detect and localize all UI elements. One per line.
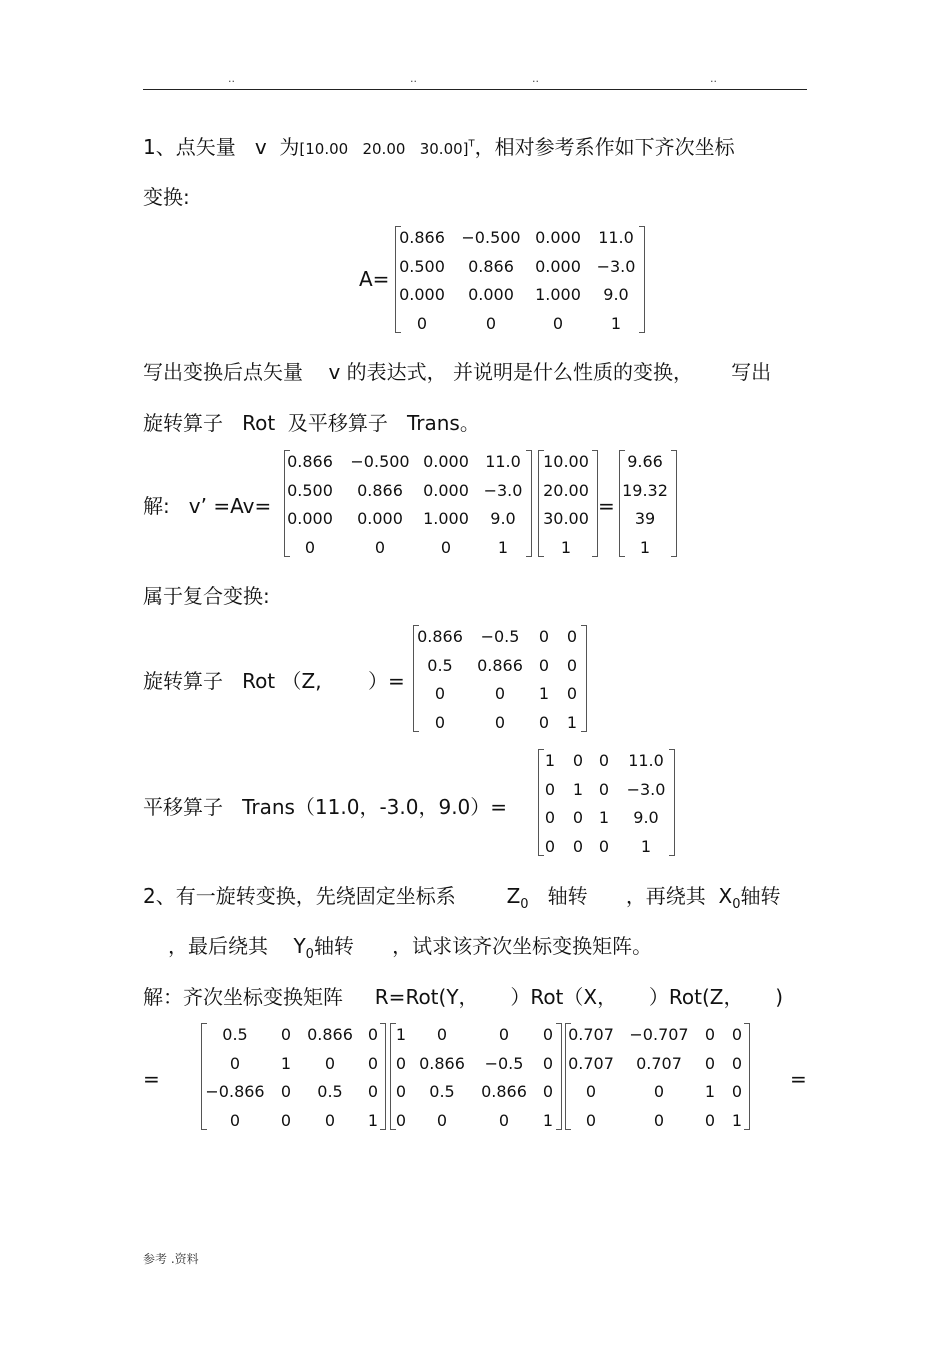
p2-axis-z: Z xyxy=(506,884,521,908)
matrix-cell: 0 xyxy=(585,1111,597,1131)
header-dot-3: .. xyxy=(532,72,539,85)
matrix-cell: 0 xyxy=(598,751,610,770)
matrix-cell: 1 xyxy=(544,751,556,770)
matrix-cell: 0 xyxy=(566,684,578,704)
matrix-cell: 11.0 xyxy=(598,228,634,247)
matrix-cell: 0 xyxy=(552,314,564,334)
p1-line4 xyxy=(143,407,480,436)
matrix-cell: 0 xyxy=(395,1082,407,1102)
p2-z-sub: 0 xyxy=(520,897,529,912)
matrix-sol-A xyxy=(284,450,532,557)
p2-equals-end: = xyxy=(790,1067,807,1091)
p1-line3 xyxy=(143,356,771,385)
header-dot-4: .. xyxy=(710,72,717,85)
bracket-right xyxy=(526,450,532,557)
footer-text: 参考 .资料 xyxy=(143,1252,199,1266)
matrix-cell: 0 xyxy=(572,808,584,828)
matrix-cell: 0 xyxy=(498,1025,510,1044)
matrix-cell: 0.866 xyxy=(399,228,445,247)
matrix-cell: 0.500 xyxy=(399,256,445,276)
p1-line3-v: v xyxy=(328,360,341,384)
matrix-cell: 0 xyxy=(538,627,550,646)
matrix-cell: 0 xyxy=(731,1025,743,1044)
matrix-cell: 0 xyxy=(324,1053,336,1073)
matrix-cell: 10.00 xyxy=(543,452,589,471)
matrix-cell: 0 xyxy=(485,314,497,334)
p2-line1-c: ，再绕其 xyxy=(625,884,706,908)
p2-y-sub: 0 xyxy=(305,947,314,962)
matrix-cell: 1 xyxy=(704,1082,716,1102)
matrix-cell: 0.000 xyxy=(287,509,333,529)
matrix-cell: 0 xyxy=(572,751,584,770)
matrix-cell: 0.866 xyxy=(357,480,403,500)
header-dot-2: .. xyxy=(410,72,417,85)
matrix-cell: 1 xyxy=(280,1053,292,1073)
matrix-cell: 39 xyxy=(634,509,656,529)
p1-composite: 属于复合变换: xyxy=(143,584,270,608)
vector-result xyxy=(619,450,677,557)
matrix-cell: 0 xyxy=(367,1025,379,1044)
matrix-cell: 0 xyxy=(367,1082,379,1102)
matrix-cell: 0 xyxy=(498,1111,510,1131)
matrix-cell: 1 xyxy=(497,538,509,558)
p1-line1 xyxy=(143,131,735,160)
p1-solution-label: 解: v’ =Av= xyxy=(143,494,272,518)
p2-line2 xyxy=(168,930,653,962)
p2-solution-line: 解：齐次坐标变换矩阵 R=Rot(Y， ）Rot（X， ）Rot(Z， ) xyxy=(143,985,784,1009)
matrix-cell: 20.00 xyxy=(543,480,589,500)
bracket-left xyxy=(538,749,544,856)
matrix-cell: 0 xyxy=(544,837,556,857)
matrix-cell: 9.66 xyxy=(627,452,663,471)
matrix-cell: 0.500 xyxy=(287,480,333,500)
matrix-cell: 0 xyxy=(544,779,556,799)
matrix-cell: 1 xyxy=(572,779,584,799)
p2-line2-b: 轴转 xyxy=(313,934,354,958)
matrix-cell: 0.866 xyxy=(419,1053,465,1073)
matrix-cell: 0 xyxy=(494,684,506,704)
matrix-cell: 1.000 xyxy=(423,509,469,529)
matrix-cell: 0 xyxy=(280,1111,292,1131)
bracket-right xyxy=(671,450,677,557)
matrix-cell: 0 xyxy=(598,837,610,857)
matrix-cell: 0 xyxy=(704,1053,716,1073)
matrix-cell: 1 xyxy=(560,538,572,558)
matrix-cell: −0.707 xyxy=(629,1025,689,1044)
matrix-cell: 0 xyxy=(304,538,316,558)
matrix-cell: 0 xyxy=(544,808,556,828)
matrix-cell: 0.5 xyxy=(429,1082,455,1102)
matrix-cell: 30.00 xyxy=(543,509,589,529)
matrix-cell: 1 xyxy=(610,314,622,334)
p1-vector-values: [10.00 20.00 30.00] xyxy=(299,140,469,158)
matrix-cell: 0.866 xyxy=(287,452,333,471)
p1-line4-trans: Trans xyxy=(406,411,460,435)
p2-axis-x: X xyxy=(718,884,733,908)
p2-line1-d: 轴转 xyxy=(740,884,781,908)
p1-line4-b: 及平移算子 xyxy=(287,411,388,435)
matrix-cell: 0 xyxy=(324,1111,336,1131)
matrix-cell: −0.5 xyxy=(484,1053,524,1073)
matrix-trans xyxy=(538,749,675,856)
matrix-cell: 0.000 xyxy=(399,285,445,305)
matrix-cell: −0.5 xyxy=(480,627,520,646)
matrix-cell: 0 xyxy=(367,1053,379,1073)
matrix-cell: 0 xyxy=(653,1111,665,1131)
matrix-cell: 0 xyxy=(229,1111,241,1131)
matrix-cell: 0 xyxy=(538,713,550,733)
matrix-cell: 0.000 xyxy=(357,509,403,529)
p1-rot-label: 旋转算子 Rot （Z, xyxy=(143,669,322,693)
matrix-cell: 0 xyxy=(280,1025,292,1044)
matrix-cell: 0 xyxy=(731,1053,743,1073)
matrix-cell: 0 xyxy=(374,538,386,558)
matrix-cell: 11.0 xyxy=(485,452,521,471)
p1-sol-equals: = xyxy=(598,494,615,518)
matrix-cell: 0.000 xyxy=(423,480,469,500)
matrix-cell: 0 xyxy=(436,1025,448,1044)
matrix-cell: 0 xyxy=(542,1053,554,1073)
matrix-cell: 0 xyxy=(395,1111,407,1131)
p1-line4-rot: Rot xyxy=(242,411,276,435)
matrix-cell: 0.000 xyxy=(468,285,514,305)
vector-v xyxy=(538,450,598,557)
matrix-cell: 0 xyxy=(434,713,446,733)
bracket-left xyxy=(201,1023,207,1130)
matrix-cell: 0.000 xyxy=(535,228,581,247)
bracket-left xyxy=(619,450,625,557)
p1-line1-a: 1、点矢量 xyxy=(143,135,236,159)
matrix-cell: 0 xyxy=(440,538,452,558)
bracket-right xyxy=(639,226,645,333)
matrix-cell: 0 xyxy=(566,627,578,646)
matrix-cell: 0 xyxy=(598,779,610,799)
matrix-cell: 0 xyxy=(229,1053,241,1073)
bracket-right xyxy=(581,625,587,732)
matrix-cell: 9.0 xyxy=(603,285,629,305)
matrix-A xyxy=(395,226,645,333)
matrix-cell: 1 xyxy=(566,713,578,733)
matrix-cell: 0 xyxy=(653,1082,665,1102)
p1-line3-a: 写出变换后点矢量 xyxy=(143,360,303,384)
matrix-cell: 0 xyxy=(566,655,578,675)
matrix-cell: 1 xyxy=(598,808,610,828)
matrix-cell: 0 xyxy=(731,1082,743,1102)
matrix-cell: −0.500 xyxy=(350,452,410,471)
matrix-cell: 0 xyxy=(572,837,584,857)
p1-line3-b: 的表达式， 并说明是什么性质的变换， xyxy=(346,360,693,384)
matrix-cell: −3.0 xyxy=(483,480,523,500)
p2-line2-c: ，试求该齐次坐标变换矩阵。 xyxy=(392,934,653,958)
matrix-cell: 0.707 xyxy=(568,1053,614,1073)
matrix-rot xyxy=(413,625,587,732)
matrix-cell: 0 xyxy=(434,684,446,704)
bracket-right xyxy=(744,1023,750,1130)
matrix-rot-y xyxy=(201,1023,386,1130)
p1-A-label: A= xyxy=(359,267,390,291)
p1-trans-label: 平移算子 Trans（11.0，-3.0，9.0）= xyxy=(143,795,508,819)
bracket-right xyxy=(556,1023,562,1130)
matrix-cell: 0 xyxy=(436,1111,448,1131)
matrix-cell: 19.32 xyxy=(622,480,668,500)
matrix-cell: 0 xyxy=(704,1111,716,1131)
bracket-right xyxy=(669,749,675,856)
header-rule xyxy=(143,89,807,90)
matrix-cell: 0 xyxy=(494,713,506,733)
matrix-cell: 0.866 xyxy=(417,627,463,646)
matrix-cell: 0.866 xyxy=(468,256,514,276)
matrix-cell: 1 xyxy=(639,538,651,558)
matrix-cell: 11.0 xyxy=(628,751,664,770)
matrix-cell: 0 xyxy=(538,655,550,675)
matrix-cell: 1 xyxy=(395,1025,407,1044)
p1-rot-close: ）= xyxy=(368,669,405,693)
matrix-cell: 1 xyxy=(731,1111,743,1131)
matrix-cell: 1 xyxy=(542,1111,554,1131)
p2-line1-b: 轴转 xyxy=(547,884,588,908)
p2-line1-a: 2、有一旋转变换，先绕固定坐标系 xyxy=(143,884,456,908)
matrix-cell: 0 xyxy=(585,1082,597,1102)
matrix-cell: 1.000 xyxy=(535,285,581,305)
matrix-cell: 0.866 xyxy=(307,1025,353,1044)
p1-line2: 变换: xyxy=(143,185,190,209)
bracket-right xyxy=(380,1023,386,1130)
matrix-cell: 0.000 xyxy=(535,256,581,276)
matrix-rot-z xyxy=(565,1023,750,1130)
matrix-cell: −3.0 xyxy=(626,779,666,799)
matrix-cell: 0 xyxy=(542,1025,554,1044)
matrix-cell: 1 xyxy=(538,684,550,704)
p1-line1-c: ，相对参考系作如下齐次坐标 xyxy=(474,135,735,159)
p1-transpose: T xyxy=(468,138,475,150)
header-dot-1: .. xyxy=(228,72,235,85)
p1-line4-end: 。 xyxy=(459,411,480,435)
matrix-cell: 9.0 xyxy=(490,509,516,529)
matrix-cell: 0 xyxy=(704,1025,716,1044)
matrix-cell: −0.866 xyxy=(205,1082,265,1102)
matrix-cell: 0.5 xyxy=(317,1082,343,1102)
p1-line3-c: 写出 xyxy=(731,360,772,384)
matrix-cell: 0 xyxy=(280,1082,292,1102)
matrix-cell: 0.866 xyxy=(477,655,523,675)
p1-line1-b: 为 xyxy=(279,135,300,159)
matrix-cell: −3.0 xyxy=(596,256,636,276)
matrix-cell: 0 xyxy=(542,1082,554,1102)
matrix-cell: 0.000 xyxy=(423,452,469,471)
p1-vector-v: v xyxy=(254,135,267,159)
p2-equals: = xyxy=(143,1067,160,1091)
p2-axis-y: Y xyxy=(293,934,306,958)
matrix-cell: 0.866 xyxy=(481,1082,527,1102)
matrix-cell: 9.0 xyxy=(633,808,659,828)
p1-line4-a: 旋转算子 xyxy=(143,411,223,435)
p2-x-sub: 0 xyxy=(732,897,741,912)
matrix-rot-x xyxy=(390,1023,562,1130)
matrix-cell: 1 xyxy=(640,837,652,857)
matrix-cell: 0.707 xyxy=(636,1053,682,1073)
matrix-cell: 0 xyxy=(395,1053,407,1073)
matrix-cell: 0.707 xyxy=(568,1025,614,1044)
matrix-cell: 0.5 xyxy=(427,655,453,675)
p2-line2-a: ，最后绕其 xyxy=(168,934,268,958)
matrix-cell: −0.500 xyxy=(461,228,521,247)
p2-line1 xyxy=(143,880,781,912)
matrix-cell: 0.5 xyxy=(222,1025,248,1044)
matrix-cell: 0 xyxy=(416,314,428,334)
matrix-cell: 1 xyxy=(367,1111,379,1131)
